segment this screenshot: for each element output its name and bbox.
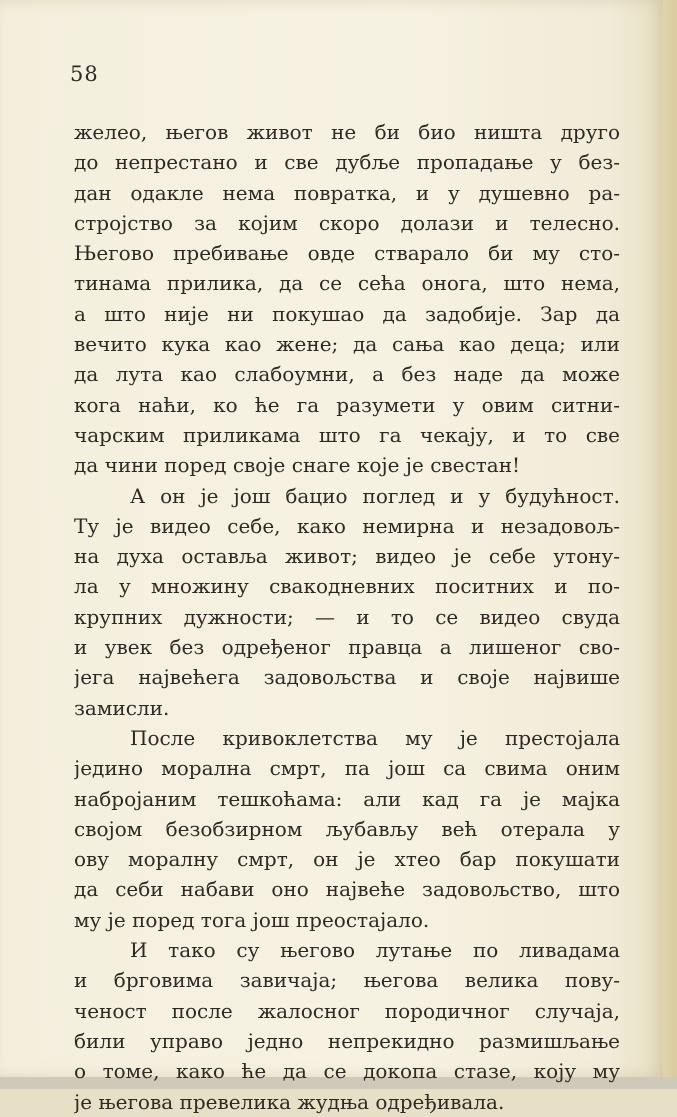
page-number: 58: [70, 62, 99, 86]
text-line: и увек без одређеног правца а лишеног сво-: [74, 635, 620, 660]
text-line: кога наћи, ко ће га разумети у овим ситни-: [74, 392, 620, 417]
text-line: Ту је видео себе, како немирна и незадовољ-: [74, 513, 620, 538]
text-line: чарским приликама што га чекају, и то све: [74, 422, 620, 447]
text-line: да себи набави оно највеће задовољство, што: [74, 877, 620, 902]
text-line: до непрестано и све дубље пропадање у без-: [74, 150, 620, 175]
text-line: После кривоклетства му је престојала: [130, 725, 620, 750]
text-line: му је поред тога још преостајало.: [74, 907, 430, 932]
text-line: Његово пребивање овде стварало би му сто-: [74, 241, 620, 266]
text-line: тинама прилика, да се сећа онога, што нема,: [74, 271, 620, 296]
body-text: [74, 117, 620, 1117]
text-line: је његова превелика жудња одређивала.: [74, 1089, 505, 1114]
text-line: замисли.: [74, 695, 170, 720]
text-line: а што није ни покушао да задобије. Зар да: [74, 301, 620, 326]
text-line: ла у множину свакодневних поситних и по-: [74, 574, 620, 599]
text-line: јега највећега задовољства и своје највише: [74, 665, 620, 690]
text-line: и брговима завичаја; његова велика пову-: [74, 968, 620, 993]
text-line: својом безобзирном љубављу већ отерала у: [74, 816, 620, 841]
page-edge-right: [663, 0, 677, 1077]
text-line: И тако су његово лутање по ливадама: [130, 938, 620, 963]
text-line: били управо једно непрекидно размишљање: [74, 1028, 620, 1053]
text-line: ову моралну смрт, он је хтео бар покушати: [74, 847, 620, 872]
text-line: набројаним тешкоћама: али кад га је мајка: [74, 786, 620, 811]
text-line: желео, његов живот не би био ништа друго: [74, 120, 620, 144]
text-line: крупних дужности; — и то се видео свуда: [74, 604, 620, 629]
text-line: једино морална смрт, па још са свима оним: [74, 756, 620, 781]
text-line: А он је још бацио поглед и у будућност.: [130, 483, 620, 508]
text-line: да лута као слабоумни, а без наде да може: [74, 362, 620, 387]
text-line: дан одакле нема повратка, и у душевно ра-: [74, 180, 620, 205]
text-line: ченост после жалосног породичног случаја,: [74, 998, 620, 1023]
text-line: на духа оставља живот; видео је себе утону-: [74, 544, 620, 569]
text-line: о томе, како ће да се докопа стазе, коју му: [74, 1059, 620, 1084]
text-line: вечито кука као жене; да сања као деца; или: [74, 332, 620, 357]
text-line: стројство за којим скоро долази и телесно.: [74, 210, 620, 235]
text-line: да чини поред своје снаге које је свестан!: [74, 453, 521, 478]
